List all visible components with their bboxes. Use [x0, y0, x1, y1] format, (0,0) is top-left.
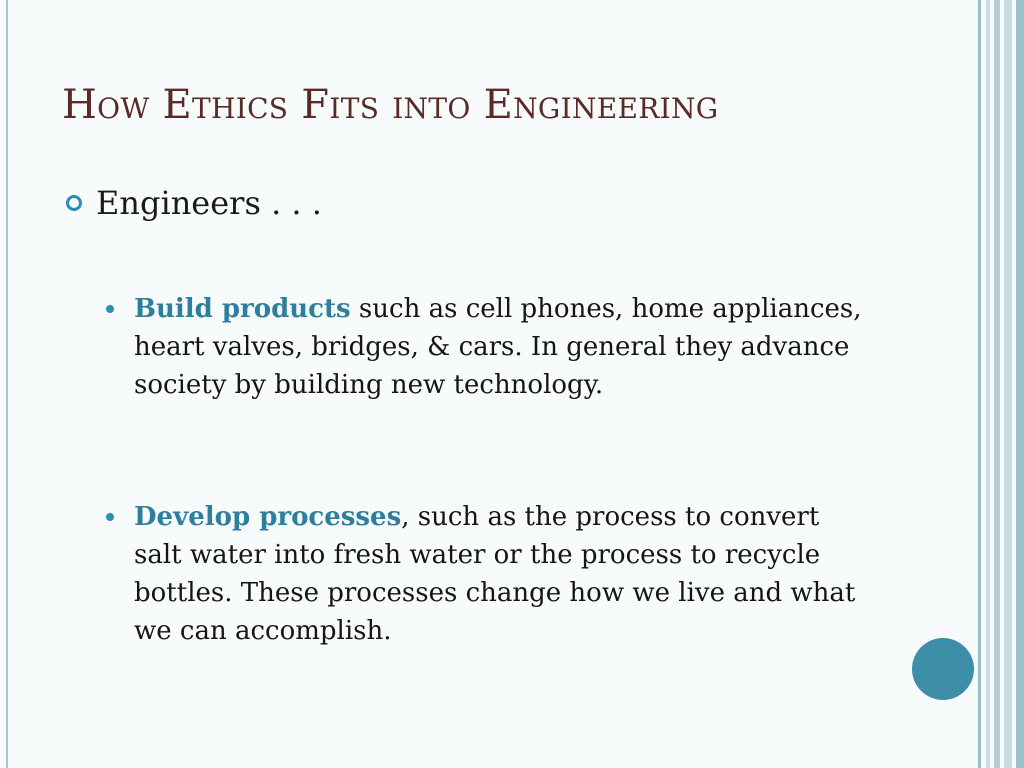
slide-title: How Ethics Fits into Engineering	[62, 82, 719, 128]
stripe	[994, 0, 1000, 768]
circle-decoration	[912, 638, 974, 700]
stripe	[978, 0, 981, 768]
bullet-text: Engineers . . .	[96, 184, 322, 222]
body-text: , such as the process to convert salt water into fresh water or the process to recycle bottles. These processes change how we live and what we can accomplish.	[134, 502, 856, 646]
list-item	[106, 498, 866, 650]
stripe	[1016, 0, 1024, 768]
emphasis-text: Build products	[134, 294, 351, 324]
stripe	[1004, 0, 1012, 768]
bullet-dot-icon	[106, 305, 114, 313]
body-text: such as cell phones, home appliances, heart valves, bridges, & cars. In general they advance society by building new technology.	[134, 294, 862, 400]
stripe	[986, 0, 990, 768]
left-border	[6, 0, 8, 768]
bullet-engineers	[66, 184, 322, 222]
decorative-stripes	[976, 0, 1024, 768]
list-item	[106, 290, 866, 404]
list-item-text	[134, 290, 866, 404]
emphasis-text: Develop processes	[134, 502, 402, 532]
ring-bullet-icon	[66, 195, 82, 211]
bullet-dot-icon	[106, 513, 114, 521]
list-item-text	[134, 498, 866, 650]
